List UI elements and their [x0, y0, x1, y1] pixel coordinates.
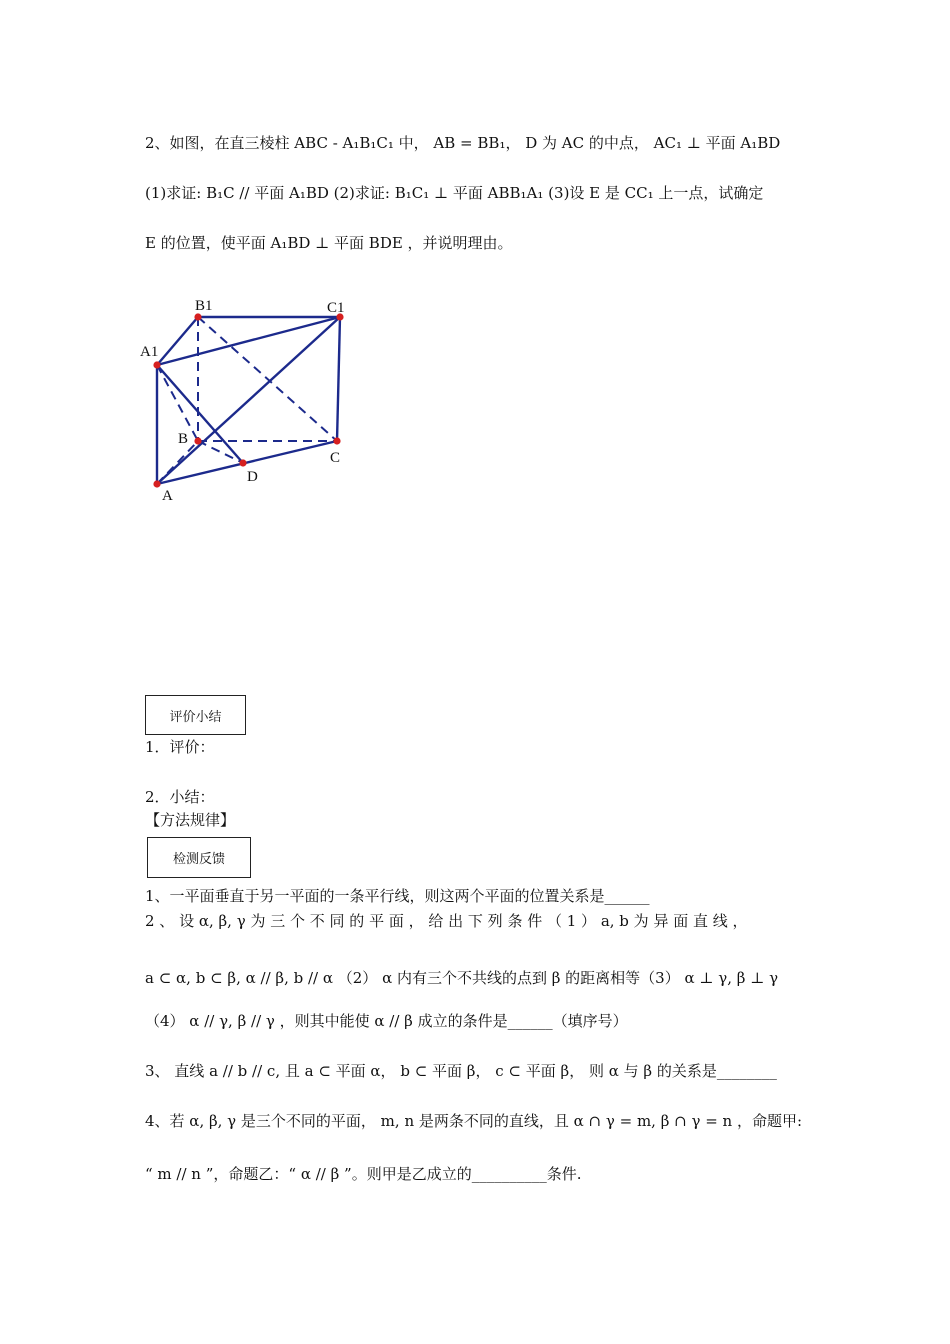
prism-figure [135, 290, 375, 505]
feedback-q2-line2: a ⊂ α, b ⊂ β, α // β, b // α （2） α 内有三个不共线的点到 β 的距离相等（3） α ⊥ γ, β ⊥ γ [145, 969, 779, 987]
problem2-line2: (1)求证: B₁C // 平面 A₁BD (2)求证: B₁C₁ ⊥ 平面 ABB₁A₁ (3)设 E 是 CC₁ 上一点，试确定 [145, 184, 764, 202]
label-A: A [162, 488, 173, 504]
edge-C1C [337, 317, 340, 441]
vertex-C [333, 437, 340, 444]
feedback-q2-line3: （4） α // γ, β // γ ，则其中能使 α // β 成立的条件是______（填序号） [145, 1012, 628, 1030]
label-D: D [247, 469, 258, 485]
vertex-D [239, 459, 246, 466]
edge-BD [198, 441, 243, 463]
method-heading: 【方法规律】 [145, 811, 236, 829]
edge-A1B1 [157, 317, 198, 365]
feedback-q4-line1: 4、若 α, β, γ 是三个不同的平面， m, n 是两条不同的直线，且 α ∩ γ = m, β ∩ γ = n ，命题甲: [145, 1112, 803, 1130]
evaluation-box [145, 695, 246, 735]
problem2-line1: 2、如图，在直三棱柱 ABC - A₁B₁C₁ 中， AB = BB₁， D 为 AC 的中点， AC₁ ⊥ 平面 A₁BD [145, 134, 781, 152]
vertex-A1 [153, 361, 160, 368]
label-A1: A1 [140, 344, 159, 360]
evaluation-box-label: 评价小结 [169, 709, 222, 725]
problem2-line3: E 的位置，使平面 A₁BD ⊥ 平面 BDE ，并说明理由。 [145, 234, 513, 252]
label-B1: B1 [195, 298, 213, 314]
label-B: B [178, 431, 189, 447]
vertex-B [194, 437, 201, 444]
feedback-box-label: 检测反馈 [172, 852, 225, 867]
feedback-q2-line1: 2 、 设 α, β, γ 为 三 个 不 同 的 平 面 ， 给 出 下 列 条 件 （ 1 ） a, b 为 异 面 直 线 ， [145, 912, 748, 930]
evaluation-item1: 1．评价： [145, 738, 215, 756]
solid-edges [157, 317, 340, 484]
feedback-q3: 3、 直线 a // b // c, 且 a ⊂ 平面 α， b ⊂ 平面 β， c ⊂ 平面 β， 则 α 与 β 的关系是________ [145, 1062, 777, 1080]
feedback-box [147, 837, 251, 878]
edge-AB [157, 441, 198, 484]
feedback-q1: 1、一平面垂直于另一平面的一条平行线，则这两个平面的位置关系是______ [145, 887, 650, 905]
label-C1: C1 [327, 300, 345, 316]
vertex-B1 [194, 313, 201, 320]
edge-A1D [157, 365, 243, 463]
feedback-q4-line2: “ m // n ”，命题乙：“ α // β ”。则甲是乙成立的__________条件. [145, 1165, 582, 1183]
evaluation-item2: 2．小结： [145, 788, 215, 806]
vertex-A [153, 480, 160, 487]
label-C: C [330, 450, 341, 466]
